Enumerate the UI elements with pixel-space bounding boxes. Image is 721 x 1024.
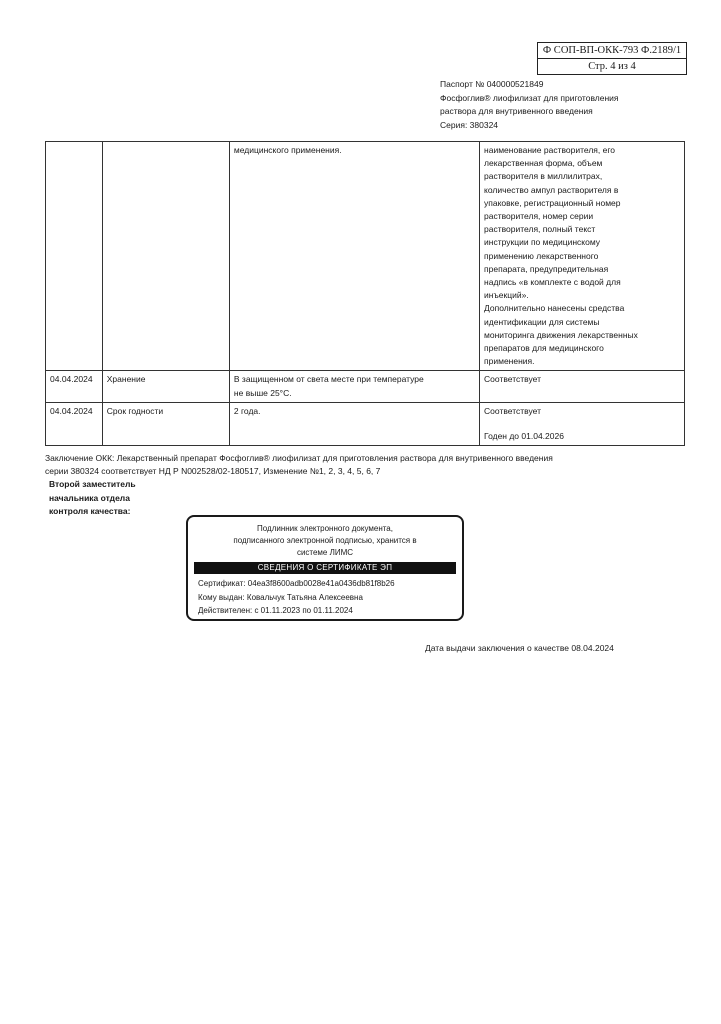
table-row: [46, 142, 685, 371]
passport-number: Паспорт № 040000521849: [440, 79, 544, 89]
result-line: растворителя, полный текст: [484, 224, 596, 235]
certificate-validity: Действителен: с 01.11.2023 по 01.11.2024: [198, 606, 353, 615]
indicator-cell: Хранение: [102, 371, 229, 402]
result-line: растворителя, номер серии: [484, 211, 594, 222]
stamp-certificate-info: [198, 577, 462, 618]
conclusion-line: Заключение ОКК: Лекарственный препарат Фосфоглив® лиофилизат для приготовления раствора для внутривенного введения: [45, 453, 553, 463]
conclusion-line: серии 380324 соответствует НД Р N002528/02-180517, Изменение №1, 2, 3, 4, 5, 6, 7: [45, 466, 381, 476]
result-line: применению лекарственного: [484, 250, 599, 261]
conclusion-issue-date: Дата выдачи заключения о качестве 08.04.2024: [425, 643, 614, 653]
stamp-certificate-bar: СВЕДЕНИЯ О СЕРТИФИКАТЕ ЭП: [194, 562, 456, 574]
result-line: надпись «в комплекте с водой для: [484, 277, 621, 288]
signer-title: [49, 478, 136, 519]
result-line: инъекций».: [484, 290, 529, 301]
test-date-cell: 04.04.2024: [46, 402, 103, 445]
table-row: [46, 371, 685, 402]
indicator-cell: [102, 142, 229, 371]
passport-header: [440, 78, 619, 132]
series-number: Серия: 380324: [440, 119, 499, 130]
page-number: Стр. 4 из 4: [538, 58, 686, 74]
requirement-text: медицинского применения.: [233, 145, 342, 155]
requirement-text: не выше 25°С.: [233, 387, 292, 398]
result-line: идентификации для системы: [484, 316, 600, 327]
result-line: применения.: [484, 356, 535, 367]
certificate-number: Сертификат: 04ea3f8600adb0028e41a0436db81f8b26: [198, 579, 395, 588]
result-line: упаковке, регистрационный номер: [484, 197, 621, 208]
document-code: Ф СОП-ВП-ОКК-793 Ф.2189/1: [542, 45, 682, 56]
indicator-cell: Срок годности: [102, 402, 229, 445]
product-name-line2: раствора для внутривенного введения: [440, 106, 593, 116]
valid-until-text: Годен до 01.04.2026: [484, 431, 564, 442]
stamp-header-line: Подлинник электронного документа,: [257, 524, 393, 533]
qc-conclusion: [45, 452, 685, 478]
requirement-cell: [229, 142, 479, 371]
result-line: инструкции по медицинскому: [484, 237, 601, 248]
result-line: наименование растворителя, его: [484, 145, 615, 155]
table-row: [46, 402, 685, 445]
result-line: препаратов для медицинского: [484, 343, 604, 354]
result-line: мониторинга движения лекарственных: [484, 329, 638, 340]
result-line: лекарственная форма, объем: [484, 158, 603, 169]
result-text: Соответствует: [484, 405, 541, 416]
signer-title-line: Второй заместитель: [49, 479, 136, 489]
stamp-header-line: подписанного электронной подписью, хранится в: [233, 536, 417, 545]
certificate-owner: Кому выдан: Ковальчук Татьяна Алексеевна: [198, 592, 363, 602]
result-cell: Соответствует: [480, 371, 685, 402]
signer-title-line: контроля качества:: [49, 506, 131, 516]
requirement-cell: [229, 371, 479, 402]
test-date-cell: 04.04.2024: [46, 371, 103, 402]
product-name-line1: Фосфоглив® лиофилизат для приготовления: [440, 92, 619, 103]
stamp-header-line: системе ЛИМС: [296, 548, 354, 557]
result-line: растворителя в миллилитрах,: [484, 171, 603, 182]
electronic-signature-stamp: [186, 515, 464, 621]
result-line: количество ампул растворителя в: [484, 184, 619, 195]
result-cell: [480, 402, 685, 445]
result-cell: [480, 142, 685, 371]
requirement-text: В защищенном от света месте при температуре: [233, 374, 424, 385]
stamp-header: [188, 523, 462, 559]
signer-title-line: начальника отдела: [49, 492, 130, 503]
document-code-box: [537, 42, 687, 75]
requirement-cell: 2 года.: [229, 402, 479, 445]
result-line: Дополнительно нанесены средства: [484, 303, 625, 314]
test-date-cell: [46, 142, 103, 371]
test-results-table: [45, 141, 685, 446]
result-line: препарата, предупредительная: [484, 263, 609, 274]
